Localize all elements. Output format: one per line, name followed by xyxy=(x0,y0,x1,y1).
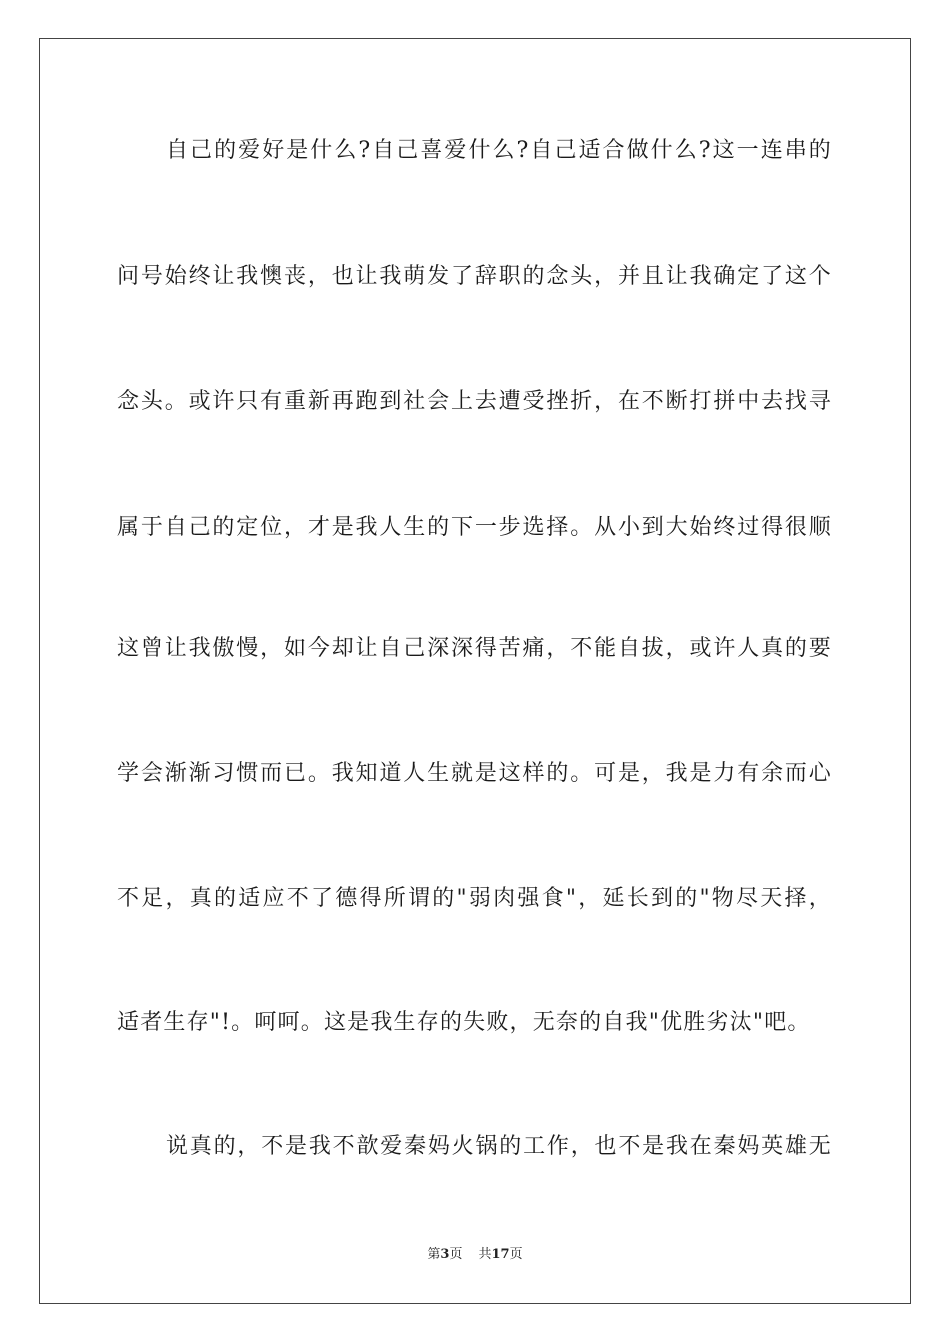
page-border xyxy=(39,38,911,1304)
page-number: 3 xyxy=(440,1247,450,1262)
total-pages: 17 xyxy=(491,1247,510,1262)
paragraph-line: 属于自己的定位，才是我人生的下一步选择。从小到大始终过得很顺 xyxy=(117,515,832,540)
page-suffix: 页 xyxy=(449,1247,463,1262)
paragraph-line: 学会渐渐习惯而已。我知道人生就是这样的。可是，我是力有余而心 xyxy=(117,761,832,786)
paragraph-line: 不足，真的适应不了德得所谓的"弱肉强食"，延长到的"物尽天择， xyxy=(117,886,832,911)
paragraph-line: 适者生存"!。呵呵。这是我生存的失败，无奈的自我"优胜劣汰"吧。 xyxy=(117,1010,811,1035)
page-footer xyxy=(0,1246,950,1264)
paragraph-line: 念头。或许只有重新再跑到社会上去遭受挫折，在不断打拼中去找寻 xyxy=(117,389,832,414)
paragraph-line: 说真的，不是我不歆爱秦妈火锅的工作，也不是我在秦妈英雄无 xyxy=(166,1134,832,1159)
paragraph-line: 自己的爱好是什么?自己喜爱什么?自己适合做什么?这一连串的 xyxy=(166,138,832,163)
total-suffix: 页 xyxy=(509,1247,523,1262)
paragraph-line: 问号始终让我懊丧，也让我萌发了辞职的念头，并且让我确定了这个 xyxy=(117,264,832,289)
paragraph-line: 这曾让我傲慢，如今却让自己深深得苦痛，不能自拔，或许人真的要 xyxy=(117,636,832,661)
page-prefix: 第 xyxy=(427,1247,441,1262)
total-prefix: 共 xyxy=(478,1247,492,1262)
